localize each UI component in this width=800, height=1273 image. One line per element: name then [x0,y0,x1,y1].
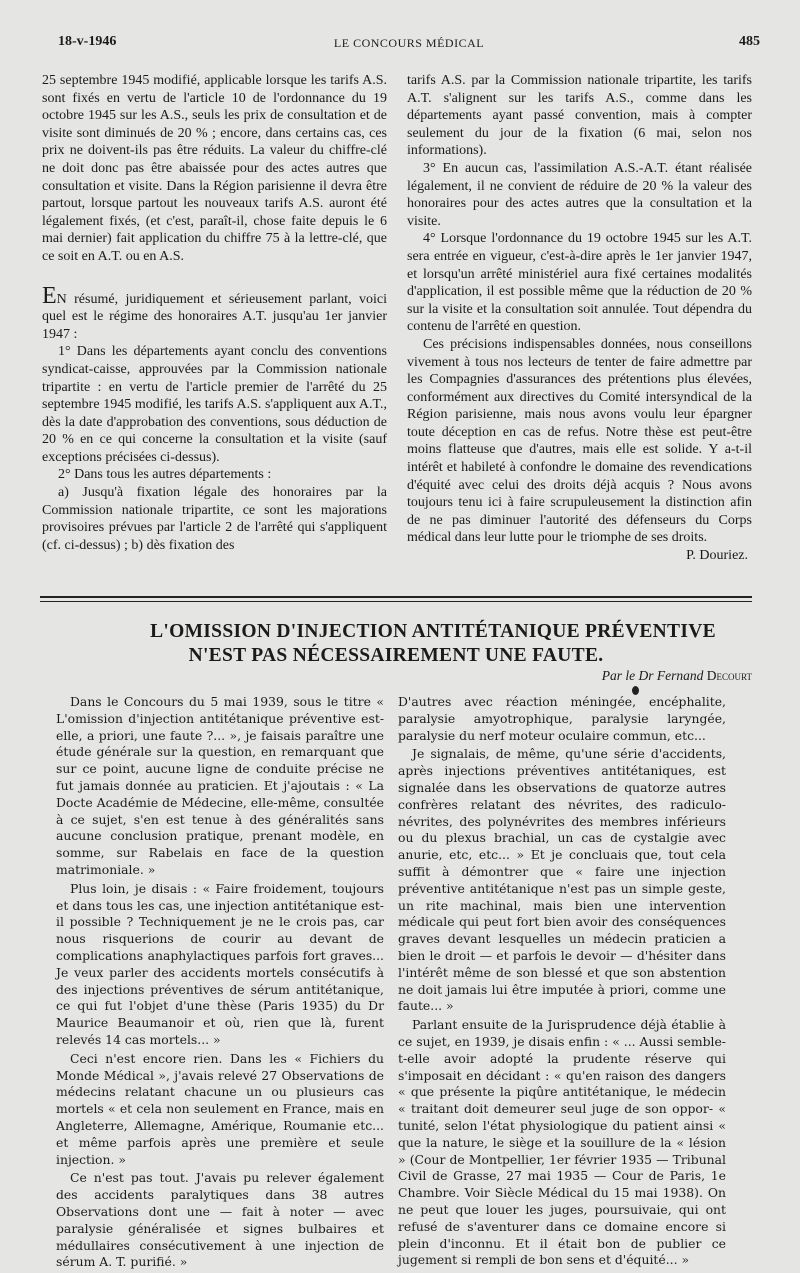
journal-title: LE CONCOURS MÉDICAL [333,36,485,50]
article-title [40,620,752,668]
byline-prefix: Par le Dr Fernand [601,668,704,683]
paragraph: tarifs A.S. par la Commission nationale tripartite, les tarifs A.T. s'alignent sur les tarifs A.S., comme dans les départements ayant passé convention, mais à compter seulement du jour de la fixation (6 mai, selon nos informations). [407,73,752,159]
drop-cap: E [42,282,57,309]
paragraph: 4° Lorsque l'ordonnance du 19 octobre 1945 sur les A.T. sera entrée en vigueur, c'est-à-dire après le 1er janvier 1947, et lorsqu'un arrêté ministériel aura fixé certaines modalités d'application, il est possible même que la réduction de 20 % sur la visite et la consultation soit annulée. Tout dépendra du contenu de l'arrêté en question. [407,231,752,335]
paragraph: Ces précisions indispensables données, nous conseillons vivement à tous nos lecteurs de tenter de faire admettre par les Compagnies d'assurances des prétentions plus élevées, conformément aux directives du Comité intersyndical de la Région parisienne, mais nous avons voulu leur épargner toute déception en cas de refus. Notre thèse est peut-être moins flatteuse que d'autres, mais elle est solide. Y a-t-il intérêt et habileté à confondre le domaine des revendications d'équité avec celui des droits déjà acquis ? Nous avons toujours tenu ici à faire scrupuleusement la distinction afin de ne pas diminuer l'autorité des défenseurs du Corps médical dans leur lutte pour le triomphe de ses droits. [407,336,752,546]
paragraph: a) Jusqu'à fixation légale des honoraires par la Commission nationale tripartite, ce sont les majorations provisoires prévues par l'article 2 de l'arrêté qui s'appliquent (cf. ci-dessus) ; b) dès fixation des [42,485,387,553]
top-right-column [407,72,752,565]
section-divider [40,596,752,602]
paragraph: 25 septembre 1945 modifié, applicable lorsque les tarifs A.S. sont fixés en vertu de l'article 10 de l'ordonnance du 19 octobre 1945 sur les A.S., seuls les prix de consultation et de visite sont diminués de 20 % ; encore, dans certains cas, ces prix ne doivent-ils pas être réduits. La valeur du chiffre-clé ne doit donc pas être abaissée pour des actes autres que consultation et visite. Dans la Région parisienne il devra être partout, lorsque partout les nouveaux tarifs A.S. auront été légalement fixés, (et c'est, paraît-il, chose faite depuis le 6 mai dernier) fait application du chiffre 75 à la lettre-clé, que ce soit en A.T. ou en A.S. [42,73,387,264]
title-line-2: N'EST PAS NÉCESSAIREMENT UNE FAUTE. [188,645,604,666]
top-article [42,72,752,565]
paragraph: D'autres avec réaction méningée, encéphalite, paralysie amyotrophique, paralysie laryngée, paralysie du nerf moteur oculaire commun, etc... [398,694,726,743]
paragraph: Ce n'est pas tout. J'avais pu relever également des accidents paralytiques dans 38 autres Observations dont une — fait à noter — avec paralysie généralisée et signes bulbaires et médullaires consécutivement à une injection de sérum A. T. purifié. » [56,1170,384,1270]
issue-date: 18-v-1946 [58,34,117,49]
paragraph-summary: EN résumé, juridiquement et sérieusement parlant, voici quel est le régime des honoraires A.T. jusqu'au 1er janvier 1947 : [42,282,387,342]
author-name: Decourt [706,668,752,683]
paragraph: Dans le Concours du 5 mai 1939, sous le titre « L'omission d'injection antitétanique préventive est-elle, a priori, une faute ?... », je faisais paraître une étude générale sur la question, en remarquant que sur ce point, aucune ligne de conduite précise ne fut jamais donnée au praticien. Et j'ajoutais : « La Docte Académie de Médecine, elle-même, consultée à ce sujet, s'en est tenue à des généralités sans aucune conclusion pratique, prenant modèle, en somme, sur Rabelais en face de la question matrimoniale. » [56,694,384,877]
page-number: 485 [739,34,760,49]
title-line-1: L'OMISSION D'INJECTION ANTITÉTANIQUE PRÉVENTIVE [150,621,716,642]
article-right-column [398,694,726,1273]
page-header [58,34,760,58]
paragraph: Je signalais, de même, qu'une série d'accidents, après injections préventives antitétaniques, est signalée dans les observations de quatorze autres confrères relatant des névrites, des radiculo-névrites, des polynévrites des membres inférieurs ou du plexus brachial, un cas de cystalgie avec anurie, etc, etc... » Et je concluais que, tout cela suffit à démontrer que « faire une injection préventive antitétanique n'est pas un simple geste, un rite machinal, mais bien une intervention médicale qui peut fort bien avoir des conséquences graves devant lesquelles un médecin praticien a bien le droit — et parfois le devoir — d'hésiter dans l'intérêt même de son blessé et que son abstention ne doit jamais lui être imputée à priori, comme une faute... » [398,746,726,1014]
top-left-column [42,72,387,565]
paragraph: 2° Dans tous les autres départements : [58,467,272,483]
article-left-column [56,694,384,1273]
paragraph: Plus loin, je disais : « Faire froidement, toujours et dans tous les cas, une injection antitétanique est-il possible ? Techniquement je ne le crois pas, car nous risquerions de courir au devant de complications anaphylactiques parfois fort graves... Je veux parler des accidents mortels consécutifs à des injections préventives de sérum antitétanique, ce qui fut l'objet d'une thèse (Paris 1935) du Dr Maurice Beaumanoir et où, rien que là, furent relevés 14 cas mortels... » [56,880,384,1047]
byline [602,668,752,684]
paragraph: Parlant ensuite de la Jurisprudence déjà établie à ce sujet, en 1939, je disais enfin : « ... Aussi semble-t-elle avoir adopté la prudente réserve qui s'imposait en décidant : « qu'en raison des dangers « que présente la piqûre antitétanique, le médecin « traitant doit demeurer seul juge de son oppor- « tunité, selon l'état physiologique du patient ainsi « que la nature, le siège et la souillure de la « lésion » (Cour de Montpellier, 1er février 1935 — Tribunal Civil de Grasse, 27 mai 1935 — Cour de Paris, 1e Chambre. Voir Siècle Médical du 15 mai 1938). On ne peut que louer les juges, poursuivaie, qui ont refusé de s'aventurer dans ce domaine encore si plein d'inconnu. Et il était bon de publier ce jugement si rempli de bon sens et d'équité... » [398,1017,726,1268]
paragraph: 3° En aucun cas, l'assimilation A.S.-A.T. étant réalisée légalement, il ne convient de réduire de 20 % la valeur des honoraires pour des actes autres que la consultation et la visite. [407,160,752,229]
article-body [56,694,752,1273]
paragraph: Ceci n'est encore rien. Dans les « Fichiers du Monde Médical », j'avais relevé 27 Observations de médecins relatant chacune un ou plusieurs cas mortels « et cela non seulement en France, mais en Angleterre, Allemagne, Amérique, Roumanie etc... et même parfois après une première et seule injection. » [56,1050,384,1167]
paragraph: 1° Dans les départements ayant conclu des conventions syndicat-caisse, approuvées par la Commission nationale tripartite : en vertu de l'article premier de l'arrêté du 25 septembre 1945 modifié, les tarifs A.S. s'appliquent aux A.T., dès la date d'approbation des conventions, sous déduction de 20 % en ce qui concerne la consultation et la visite (sauf exceptions précisées ci-dessus). [42,344,387,465]
author-signature: P. Douriez. [686,548,748,564]
